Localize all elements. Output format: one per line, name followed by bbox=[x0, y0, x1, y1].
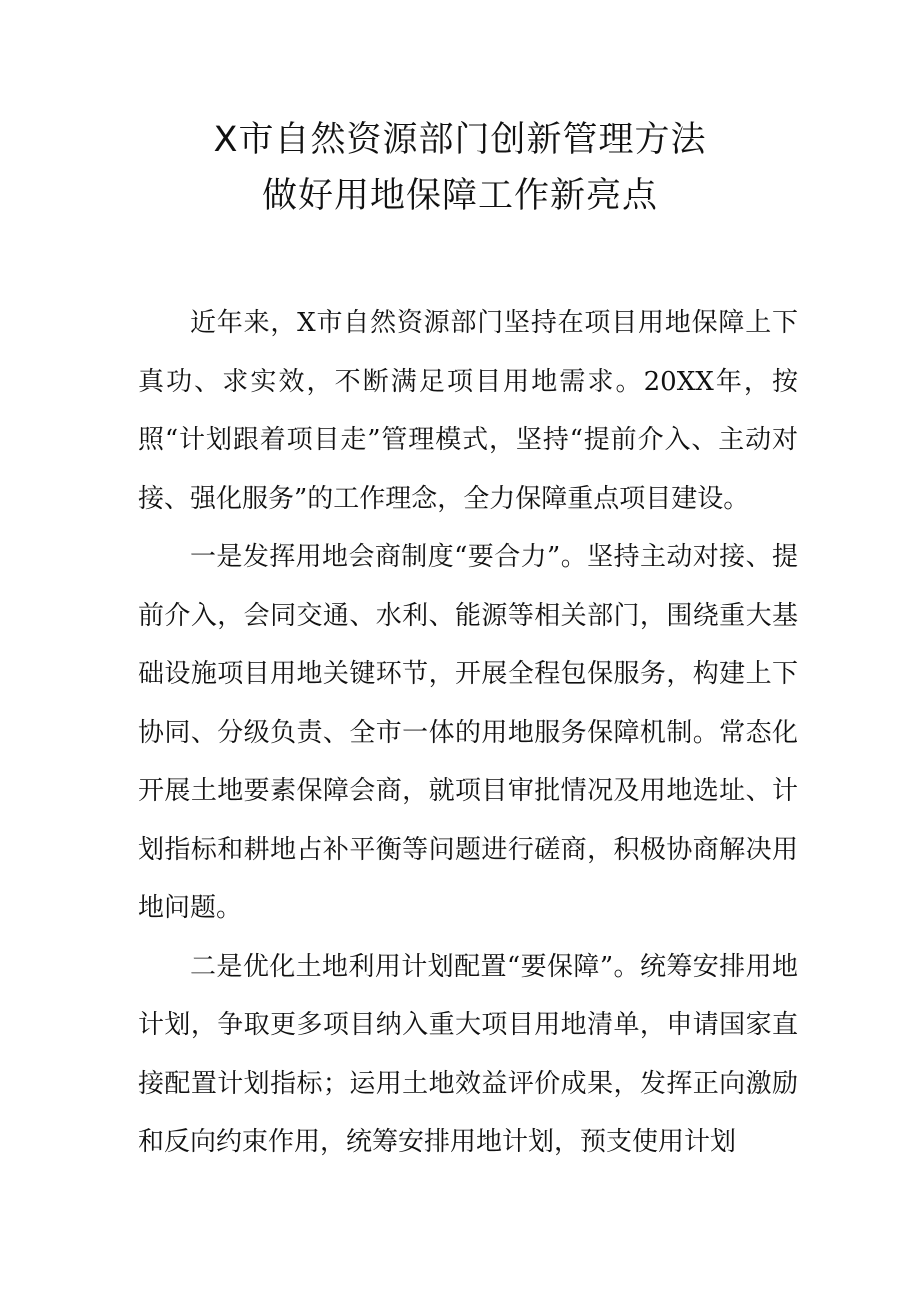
document-body bbox=[138, 294, 798, 1172]
document-title bbox=[0, 112, 920, 224]
title-line-1: X市自然资源部门创新管理方法 bbox=[213, 120, 707, 160]
paragraph-intro: 近年来，X市自然资源部门坚持在项目用地保障上下真功、求实效，不断满足项目用地需求。20XX年，按照“计划跟着项目走”管理模式，坚持“提前介入、主动对接、强化服务”的工作理念，全力保障重点项目建设。 bbox=[138, 308, 798, 514]
paragraph-point-two: 二是优化土地利用计划配置“要保障”。统筹安排用地计划，争取更多项目纳入重大项目用地清单，申请国家直接配置计划指标；运用土地效益评价成果，发挥正向激励和反向约束作用，统筹安排用地计划，预支使用计划 bbox=[138, 951, 798, 1157]
title-line-2: 做好用地保障工作新亮点 bbox=[261, 176, 658, 216]
paragraph-point-one: 一是发挥用地会商制度“要合力”。坚持主动对接、提前介入，会同交通、水利、能源等相关部门，围绕重大基础设施项目用地关键环节，开展全程包保服务，构建上下协同、分级负责、全市一体的用地服务保障机制。常态化开展土地要素保障会商，就项目审批情况及用地选址、计划指标和耕地占补平衡等问题进行磋商，积极协商解决用地问题。 bbox=[138, 542, 798, 923]
